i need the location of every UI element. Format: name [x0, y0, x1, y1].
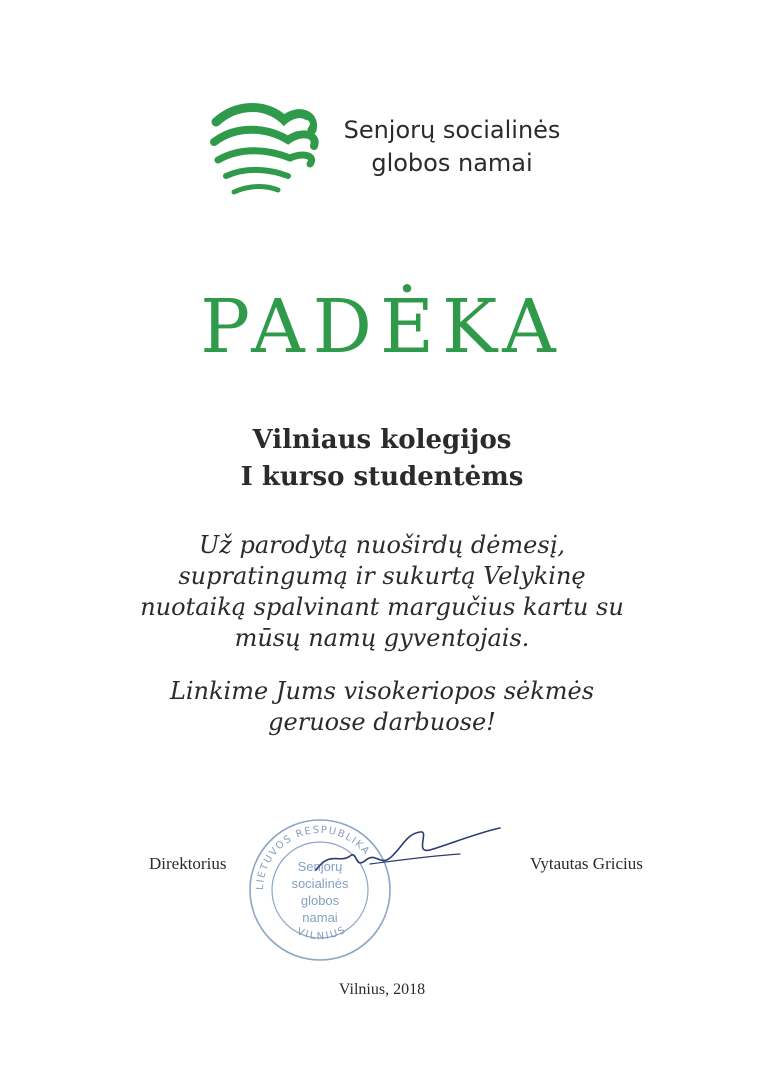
certificate-title: PADĖKA: [200, 284, 564, 370]
wish-line: geruose darbuose!: [268, 708, 496, 736]
organization-name: [336, 114, 568, 180]
recipient-line1: Vilniaus kolegijos: [252, 425, 512, 455]
organization-logo: [208, 100, 568, 204]
recipient-line2: I kurso studentėms: [240, 462, 524, 492]
message-line: Už parodytą nuoširdų dėmesį,: [198, 531, 566, 559]
wish-line: Linkime Jums visokeriopos sėkmės: [169, 677, 595, 705]
recipient: [0, 422, 764, 496]
wish-message: [0, 676, 764, 738]
handwritten-signature: [310, 820, 510, 880]
stamp-outer-top: LIETUVOS RESPUBLIKA: [254, 824, 373, 891]
stamp-inner-line: socialinės: [291, 876, 349, 891]
message-line: supratingumą ir sukurtą Velykinę: [178, 562, 586, 590]
organization-name-line2: globos namai: [371, 149, 533, 177]
message-line: mūsų namų gyventojais.: [234, 624, 530, 652]
place-and-year: Vilnius, 2018: [338, 981, 426, 998]
wave-heart-logo-icon: [208, 100, 324, 204]
signatory-name: Vytautas Gricius: [530, 854, 643, 873]
organization-name-line1: Senjorų socialinės: [343, 116, 561, 144]
stamp-inner-line: globos: [300, 893, 340, 908]
message-line: nuotaiką spalvinant margučius kartu su: [140, 593, 624, 621]
signatory-role: Direktorius: [149, 854, 227, 873]
svg-text:VILNIUS: [295, 924, 349, 942]
stamp-inner-line: Senjorų: [297, 859, 343, 874]
stamp-inner-line: namai: [302, 910, 338, 925]
stamp-outer-bottom: VILNIUS: [295, 924, 349, 943]
gratitude-message: [0, 530, 764, 654]
